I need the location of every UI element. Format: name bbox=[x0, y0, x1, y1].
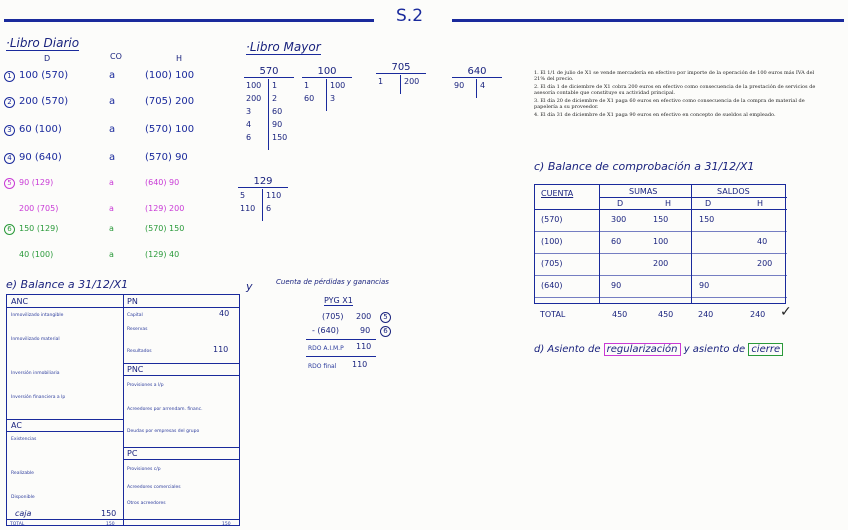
pn-capital-value: 40 bbox=[219, 309, 230, 318]
pc-item-3: Otros acreedores bbox=[127, 501, 166, 506]
anc-item-3: Inversión inmobiliaria bbox=[11, 371, 60, 376]
t-account-640 bbox=[452, 66, 502, 90]
bc-cell-cuenta: (100) bbox=[541, 237, 563, 246]
t-account-left-entry: 3 bbox=[246, 107, 252, 116]
t-account-left-entry: 1 bbox=[304, 81, 310, 90]
balance-sheet bbox=[6, 294, 240, 526]
diario-debit: 200 (570) bbox=[19, 96, 69, 107]
header-rule-right bbox=[452, 19, 844, 22]
diario-row bbox=[4, 246, 179, 259]
pyg-y: y bbox=[246, 280, 253, 293]
caja-label: caja bbox=[15, 509, 32, 518]
pnc-item-1: Provisiones a l/p bbox=[127, 383, 164, 388]
diario-a: a bbox=[109, 178, 114, 187]
diario-a: a bbox=[109, 224, 114, 233]
col-saldos-header: SALDOS bbox=[717, 187, 750, 196]
t-account-right-entry: 200 bbox=[404, 77, 420, 86]
bc-cell-sh: 200 bbox=[653, 259, 669, 268]
diario-title: ·Libro Diario bbox=[6, 36, 80, 50]
pyg-final-value: 110 bbox=[352, 360, 368, 369]
ac-header: AC bbox=[11, 421, 22, 430]
pn-header: PN bbox=[127, 297, 138, 306]
bc-cell-ld: 90 bbox=[699, 281, 710, 290]
t-account-left-entry: 6 bbox=[246, 133, 252, 142]
entry-number: 4 bbox=[4, 153, 15, 164]
t-account-name: 129 bbox=[238, 176, 288, 188]
balance-title: e) Balance a 31/12/X1 bbox=[6, 278, 129, 291]
pyg-row1-ref: 5 bbox=[380, 312, 391, 323]
pyg-bai-label: RDO A.I.M.P bbox=[308, 345, 344, 352]
diario-row bbox=[4, 70, 194, 82]
pyg-title: Cuenta de pérdidas y ganancias bbox=[276, 278, 389, 286]
diario-credit: (100) 100 bbox=[145, 70, 195, 81]
diario-row bbox=[4, 200, 184, 213]
balance-total-left: 150 bbox=[106, 522, 115, 527]
sumas-d: D bbox=[617, 199, 624, 208]
caja-value: 150 bbox=[101, 509, 117, 518]
pyg-head: PYG X1 bbox=[324, 296, 353, 305]
anc-item-1: Inmovilizado intangible bbox=[11, 313, 64, 318]
saldos-h: H bbox=[757, 199, 764, 208]
diario-a: a bbox=[109, 70, 116, 81]
t-account-name: 570 bbox=[244, 66, 294, 78]
t-account-right-entry: 3 bbox=[330, 94, 336, 103]
comprobacion-table bbox=[534, 184, 792, 324]
col-sumas-header: SUMAS bbox=[629, 187, 658, 196]
diario-row bbox=[4, 224, 184, 235]
page-title: S.2 bbox=[396, 6, 424, 26]
entry-number: 2 bbox=[4, 97, 15, 108]
t-account-right-entry: 6 bbox=[266, 204, 272, 213]
pnc-item-3: Deudas por empresas del grupo bbox=[127, 429, 200, 434]
asiento-line bbox=[534, 344, 783, 355]
pyg-row1-label: (705) bbox=[322, 312, 344, 321]
comprobacion-title: c) Balance de comprobación a 31/12/X1 bbox=[534, 160, 755, 173]
t-account-left-entry: 1 bbox=[378, 77, 384, 86]
bc-cell-lh: 200 bbox=[757, 259, 773, 268]
diario-debit: 90 (129) bbox=[19, 178, 54, 187]
diario-row bbox=[4, 96, 194, 108]
t-account-left-entry: 4 bbox=[246, 120, 252, 129]
total-sd: 450 bbox=[612, 310, 628, 319]
diario-col-d: D bbox=[44, 54, 51, 63]
bc-cell-cuenta: (705) bbox=[541, 259, 563, 268]
t-account-right-entry: 60 bbox=[272, 107, 283, 116]
entry-number: 3 bbox=[4, 125, 15, 136]
bc-cell-sh: 100 bbox=[653, 237, 669, 246]
t-account-left-entry: 5 bbox=[240, 191, 246, 200]
statements-list bbox=[534, 70, 822, 120]
anc-item-4: Inversión financiera a lp bbox=[11, 395, 66, 400]
bc-cell-cuenta: (640) bbox=[541, 281, 563, 290]
t-account-name: 640 bbox=[452, 66, 502, 78]
entry-number: 1 bbox=[4, 71, 15, 82]
diario-a: a bbox=[109, 204, 114, 213]
t-account-left-entry: 60 bbox=[304, 94, 315, 103]
diario-credit: (570) 150 bbox=[145, 224, 185, 233]
mayor-title: ·Libro Mayor bbox=[246, 40, 321, 54]
diario-debit: 150 (129) bbox=[19, 224, 59, 233]
pn-resultado-value: 110 bbox=[213, 345, 229, 354]
check-icon: ✓ bbox=[780, 304, 792, 320]
t-account-left-entry: 200 bbox=[246, 94, 262, 103]
balance-total-label: TOTAL bbox=[10, 522, 25, 527]
anc-header: ANC bbox=[11, 297, 29, 306]
bc-cell-ld: 150 bbox=[699, 215, 715, 224]
entry-number: 6 bbox=[4, 224, 15, 235]
statement-item: 4. El día 31 de diciembre de X1 paga 90 euros en efectivo en concepto de sueldos al empleado. bbox=[534, 112, 776, 118]
ac-item-3: Disponible bbox=[11, 495, 35, 500]
diario-a: a bbox=[109, 96, 116, 107]
t-account-right-entry: 110 bbox=[266, 191, 282, 200]
total-sh: 450 bbox=[658, 310, 674, 319]
t-account-right-entry: 150 bbox=[272, 133, 288, 142]
diario-debit: 200 (705) bbox=[19, 204, 59, 213]
t-account-left-entry: 90 bbox=[454, 81, 465, 90]
pc-item-1: Provisiones c/p bbox=[127, 467, 161, 472]
pn-item-2: Reservas bbox=[127, 327, 148, 332]
t-account-right-entry: 100 bbox=[330, 81, 346, 90]
diario-debit: 40 (100) bbox=[19, 250, 54, 259]
diario-col-co: CO bbox=[110, 52, 122, 61]
t-account-705 bbox=[376, 62, 426, 86]
diario-a: a bbox=[109, 152, 116, 163]
pnc-header: PNC bbox=[127, 365, 144, 374]
total-lh: 240 bbox=[750, 310, 766, 319]
diario-row bbox=[4, 178, 179, 189]
header-rule-left bbox=[4, 19, 374, 22]
balance-total-right: 150 bbox=[222, 522, 231, 527]
sumas-h: H bbox=[665, 199, 672, 208]
t-account-left-entry: 110 bbox=[240, 204, 256, 213]
pyg-row2-value: 90 bbox=[360, 326, 371, 335]
t-account-right-entry: 1 bbox=[272, 81, 278, 90]
statement-item: 3. El día 20 de diciembre de X1 paga 60 euros en efectivo como consecuencia de la compra de material de papelería a su proveedor. bbox=[534, 98, 805, 110]
bc-cell-sh: 150 bbox=[653, 215, 669, 224]
pnc-item-2: Acreedores por arrendam. financ. bbox=[127, 407, 203, 412]
t-account-right-entry: 2 bbox=[272, 94, 278, 103]
bc-cell-sd: 300 bbox=[611, 215, 627, 224]
bc-cell-cuenta: (570) bbox=[541, 215, 563, 224]
diario-credit: (570) 100 bbox=[145, 124, 195, 135]
pyg-row1-value: 200 bbox=[356, 312, 372, 321]
total-ld: 240 bbox=[698, 310, 714, 319]
diario-credit: (129) 40 bbox=[145, 250, 180, 259]
total-label: TOTAL bbox=[540, 310, 566, 319]
t-account-570 bbox=[244, 66, 294, 142]
ac-item-2: Realizable bbox=[11, 471, 34, 476]
asiento-mid: y asiento de bbox=[683, 344, 746, 355]
pyg-row2-label: - (640) bbox=[312, 326, 339, 335]
diario-debit: 100 (570) bbox=[19, 70, 69, 81]
entry-number: 5 bbox=[4, 178, 15, 189]
pyg-bai-value: 110 bbox=[356, 342, 372, 351]
ac-item-1: Existencias bbox=[11, 437, 37, 442]
diario-a: a bbox=[109, 124, 116, 135]
t-account-left-entry: 100 bbox=[246, 81, 262, 90]
saldos-d: D bbox=[705, 199, 712, 208]
anc-item-2: Inmovilizado material bbox=[11, 337, 60, 342]
asiento-prefix: d) Asiento de bbox=[534, 344, 601, 355]
pyg-final-label: RDO final bbox=[308, 363, 337, 370]
diario-col-h: H bbox=[176, 54, 183, 63]
t-account-100 bbox=[302, 66, 352, 103]
col-cuenta-header: CUENTA bbox=[541, 189, 574, 198]
bc-cell-lh: 40 bbox=[757, 237, 768, 246]
diario-credit: (640) 90 bbox=[145, 178, 180, 187]
diario-credit: (705) 200 bbox=[145, 96, 195, 107]
pn-item-3: Resultados bbox=[127, 349, 152, 354]
bc-cell-sd: 90 bbox=[611, 281, 622, 290]
statement-item: 2. El día 1 de diciembre de X1 cobra 200 euros en efectivo como consecuencia de la prestación de servicios de asesoría contable que constituye su actividad principal. bbox=[534, 84, 816, 96]
regularizacion-box: regularización bbox=[604, 343, 681, 356]
pc-item-2: Acreedores comerciales bbox=[127, 485, 181, 490]
pyg-row2-ref: 6 bbox=[380, 326, 391, 337]
t-account-name: 705 bbox=[376, 62, 426, 74]
t-account-right-entry: 90 bbox=[272, 120, 283, 129]
diario-credit: (570) 90 bbox=[145, 152, 188, 163]
pn-item-1: Capital bbox=[127, 313, 143, 318]
bc-cell-sd: 60 bbox=[611, 237, 622, 246]
t-account-129 bbox=[238, 176, 288, 213]
statement-item: 1. El 1/1 de julio de X1 se vende mercadería en efectivo por importe de la operación de 100 euros más IVA del 21% del precio. bbox=[534, 70, 815, 82]
diario-credit: (129) 200 bbox=[145, 204, 185, 213]
diario-debit: 60 (100) bbox=[19, 124, 62, 135]
diario-row bbox=[4, 124, 194, 136]
t-account-name: 100 bbox=[302, 66, 352, 78]
pc-header: PC bbox=[127, 449, 138, 458]
diario-row bbox=[4, 152, 188, 164]
t-account-right-entry: 4 bbox=[480, 81, 486, 90]
cierre-box: cierre bbox=[748, 343, 783, 356]
diario-a: a bbox=[109, 250, 114, 259]
diario-debit: 90 (640) bbox=[19, 152, 62, 163]
